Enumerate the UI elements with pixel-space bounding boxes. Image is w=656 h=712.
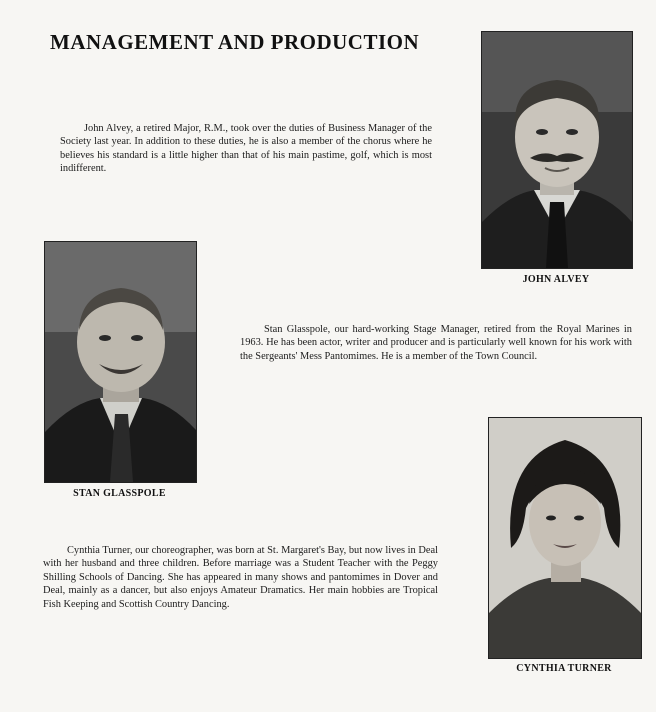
caption-stan-glasspole: STAN GLASSPOLE bbox=[73, 488, 166, 499]
page-title: MANAGEMENT AND PRODUCTION bbox=[50, 30, 420, 54]
caption-cynthia-turner: CYNTHIA TURNER bbox=[516, 663, 612, 674]
photo-stan-glasspole bbox=[44, 241, 197, 483]
bio-text: Cynthia Turner, our choreographer, was born at St. Margaret's Bay, but now lives in Deal with her husband and three children. Before marriage was a Student Teacher with the Peggy Shilling Schools of Dancing. She has appeared in many shows and pantomimes in Dover and Deal, mainly as a dancer, but also enjoys Amateur Dramatics. Her main hobbies are Tropical Fish Keeping and Scottish Country Dancing. bbox=[43, 545, 438, 610]
bio-text: John Alvey, a retired Major, R.M., took over the duties of Business Manager of the Society last year. In addition to these duties, he is also a member of the chorus where he believes his standard is a little higher than that of his main pastime, golf, which is most indifferent. bbox=[60, 123, 432, 175]
bio-cynthia-turner bbox=[43, 544, 438, 611]
photo-john-alvey bbox=[481, 31, 633, 269]
photo-cynthia-turner bbox=[488, 417, 642, 659]
bio-text: Stan Glasspole, our hard-working Stage Manager, retired from the Royal Marines in 1963. He has been actor, writer and producer and is particularly well known for his work with the Sergeants' Mess Pantomimes. He is a member of the Town Council. bbox=[240, 324, 632, 362]
bio-stan-glasspole bbox=[240, 323, 632, 363]
caption-john-alvey: JOHN ALVEY bbox=[522, 274, 590, 285]
bio-john-alvey bbox=[60, 122, 432, 176]
